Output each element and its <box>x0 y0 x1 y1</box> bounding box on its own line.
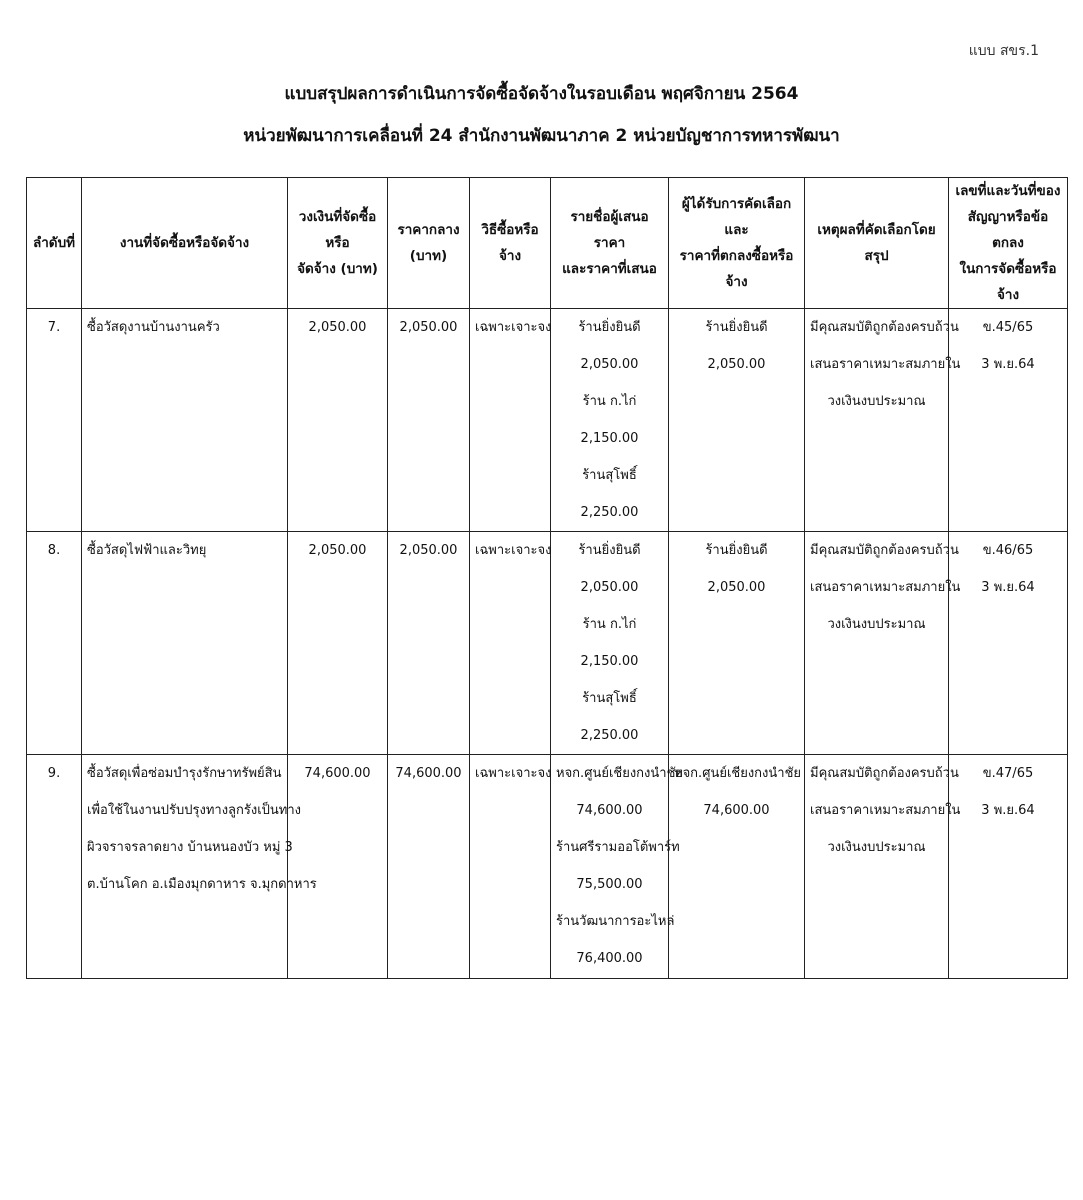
selection-reason: มีคุณสมบัติถูกต้องครบถ้วน เสนอราคาเหมาะสมภายใน วงเงินงบประมาณ <box>805 755 949 979</box>
column-header-median-price: ราคากลาง (บาท) <box>388 178 470 309</box>
column-header-winner: ผู้ได้รับการคัดเลือกและ ราคาที่ตกลงซื้อหรือจ้าง <box>669 178 805 309</box>
column-header-contract: เลขที่และวันที่ของ สัญญาหรือข้อตกลง ในการจัดซื้อหรือจ้าง <box>949 178 1068 309</box>
budget-amount: 2,050.00 <box>288 309 388 532</box>
row-number: 9. <box>27 755 82 979</box>
budget-amount: 74,600.00 <box>288 755 388 979</box>
column-header-budget: วงเงินที่จัดซื้อหรือ จัดจ้าง (บาท) <box>288 178 388 309</box>
selected-vendor: ร้านยิ่งยินดี 2,050.00 <box>669 309 805 532</box>
bidders-list: หจก.ศูนย์เชียงกงนำชัย 74,600.00 ร้านศรีรามออโต้พาร์ท 75,500.00 ร้านวัฒนาการอะไหล่ 76,400.00 <box>551 755 669 979</box>
job-description: ซื้อวัสดุเพื่อซ่อมบำรุงรักษาทรัพย์สิน เพื่อใช้ในงานปรับปรุงทางลูกรังเป็นทาง ผิวจราจรลาดยาง บ้านหนองบัว หมู่ 3 ต.บ้านโคก อ.เมืองมุกดาหาร จ.มุกดาหาร <box>82 755 288 979</box>
bidders-list: ร้านยิ่งยินดี 2,050.00 ร้าน ก.ไก่ 2,150.00 ร้านสุโพธิ์ 2,250.00 <box>551 309 669 532</box>
header-row <box>27 178 1068 309</box>
median-price: 74,600.00 <box>388 755 470 979</box>
form-code: แบบ สขร.1 <box>968 43 1039 59</box>
procurement-method: เฉพาะเจาะจง <box>470 755 551 979</box>
report-subtitle: หน่วยพัฒนาการเคลื่อนที่ 24 สำนักงานพัฒนาภาค 2 หน่วยบัญชาการทหารพัฒนา <box>243 126 840 146</box>
contract-reference: ข.45/65 3 พ.ย.64 <box>949 309 1068 532</box>
procurement-method: เฉพาะเจาะจง <box>470 532 551 755</box>
column-header-no: ลำดับที่ <box>27 178 82 309</box>
column-header-reason: เหตุผลที่คัดเลือกโดยสรุป <box>805 178 949 309</box>
row-number: 7. <box>27 309 82 532</box>
selection-reason: มีคุณสมบัติถูกต้องครบถ้วน เสนอราคาเหมาะสมภายใน วงเงินงบประมาณ <box>805 309 949 532</box>
column-header-bidders: รายชื่อผู้เสนอราคา และราคาที่เสนอ <box>551 178 669 309</box>
contract-reference: ข.46/65 3 พ.ย.64 <box>949 532 1068 755</box>
selected-vendor: ร้านยิ่งยินดี 2,050.00 <box>669 532 805 755</box>
selection-reason: มีคุณสมบัติถูกต้องครบถ้วน เสนอราคาเหมาะสมภายใน วงเงินงบประมาณ <box>805 532 949 755</box>
contract-reference: ข.47/65 3 พ.ย.64 <box>949 755 1068 979</box>
bidders-list: ร้านยิ่งยินดี 2,050.00 ร้าน ก.ไก่ 2,150.00 ร้านสุโพธิ์ 2,250.00 <box>551 532 669 755</box>
row-number: 8. <box>27 532 82 755</box>
median-price: 2,050.00 <box>388 309 470 532</box>
median-price: 2,050.00 <box>388 532 470 755</box>
job-description: ซื้อวัสดุไฟฟ้าและวิทยุ <box>82 532 288 755</box>
selected-vendor: หจก.ศูนย์เชียงกงนำชัย 74,600.00 <box>669 755 805 979</box>
job-description: ซื้อวัสดุงานบ้านงานครัว <box>82 309 288 532</box>
table-row <box>27 755 1068 979</box>
procurement-table <box>26 177 1068 979</box>
report-title: แบบสรุปผลการดำเนินการจัดซื้อจัดจ้างในรอบเดือน พฤศจิกายน 2564 <box>284 84 799 104</box>
column-header-method: วิธีซื้อหรือจ้าง <box>470 178 551 309</box>
budget-amount: 2,050.00 <box>288 532 388 755</box>
column-header-job: งานที่จัดซื้อหรือจัดจ้าง <box>82 178 288 309</box>
procurement-method: เฉพาะเจาะจง <box>470 309 551 532</box>
table-row <box>27 532 1068 755</box>
table-row <box>27 309 1068 532</box>
